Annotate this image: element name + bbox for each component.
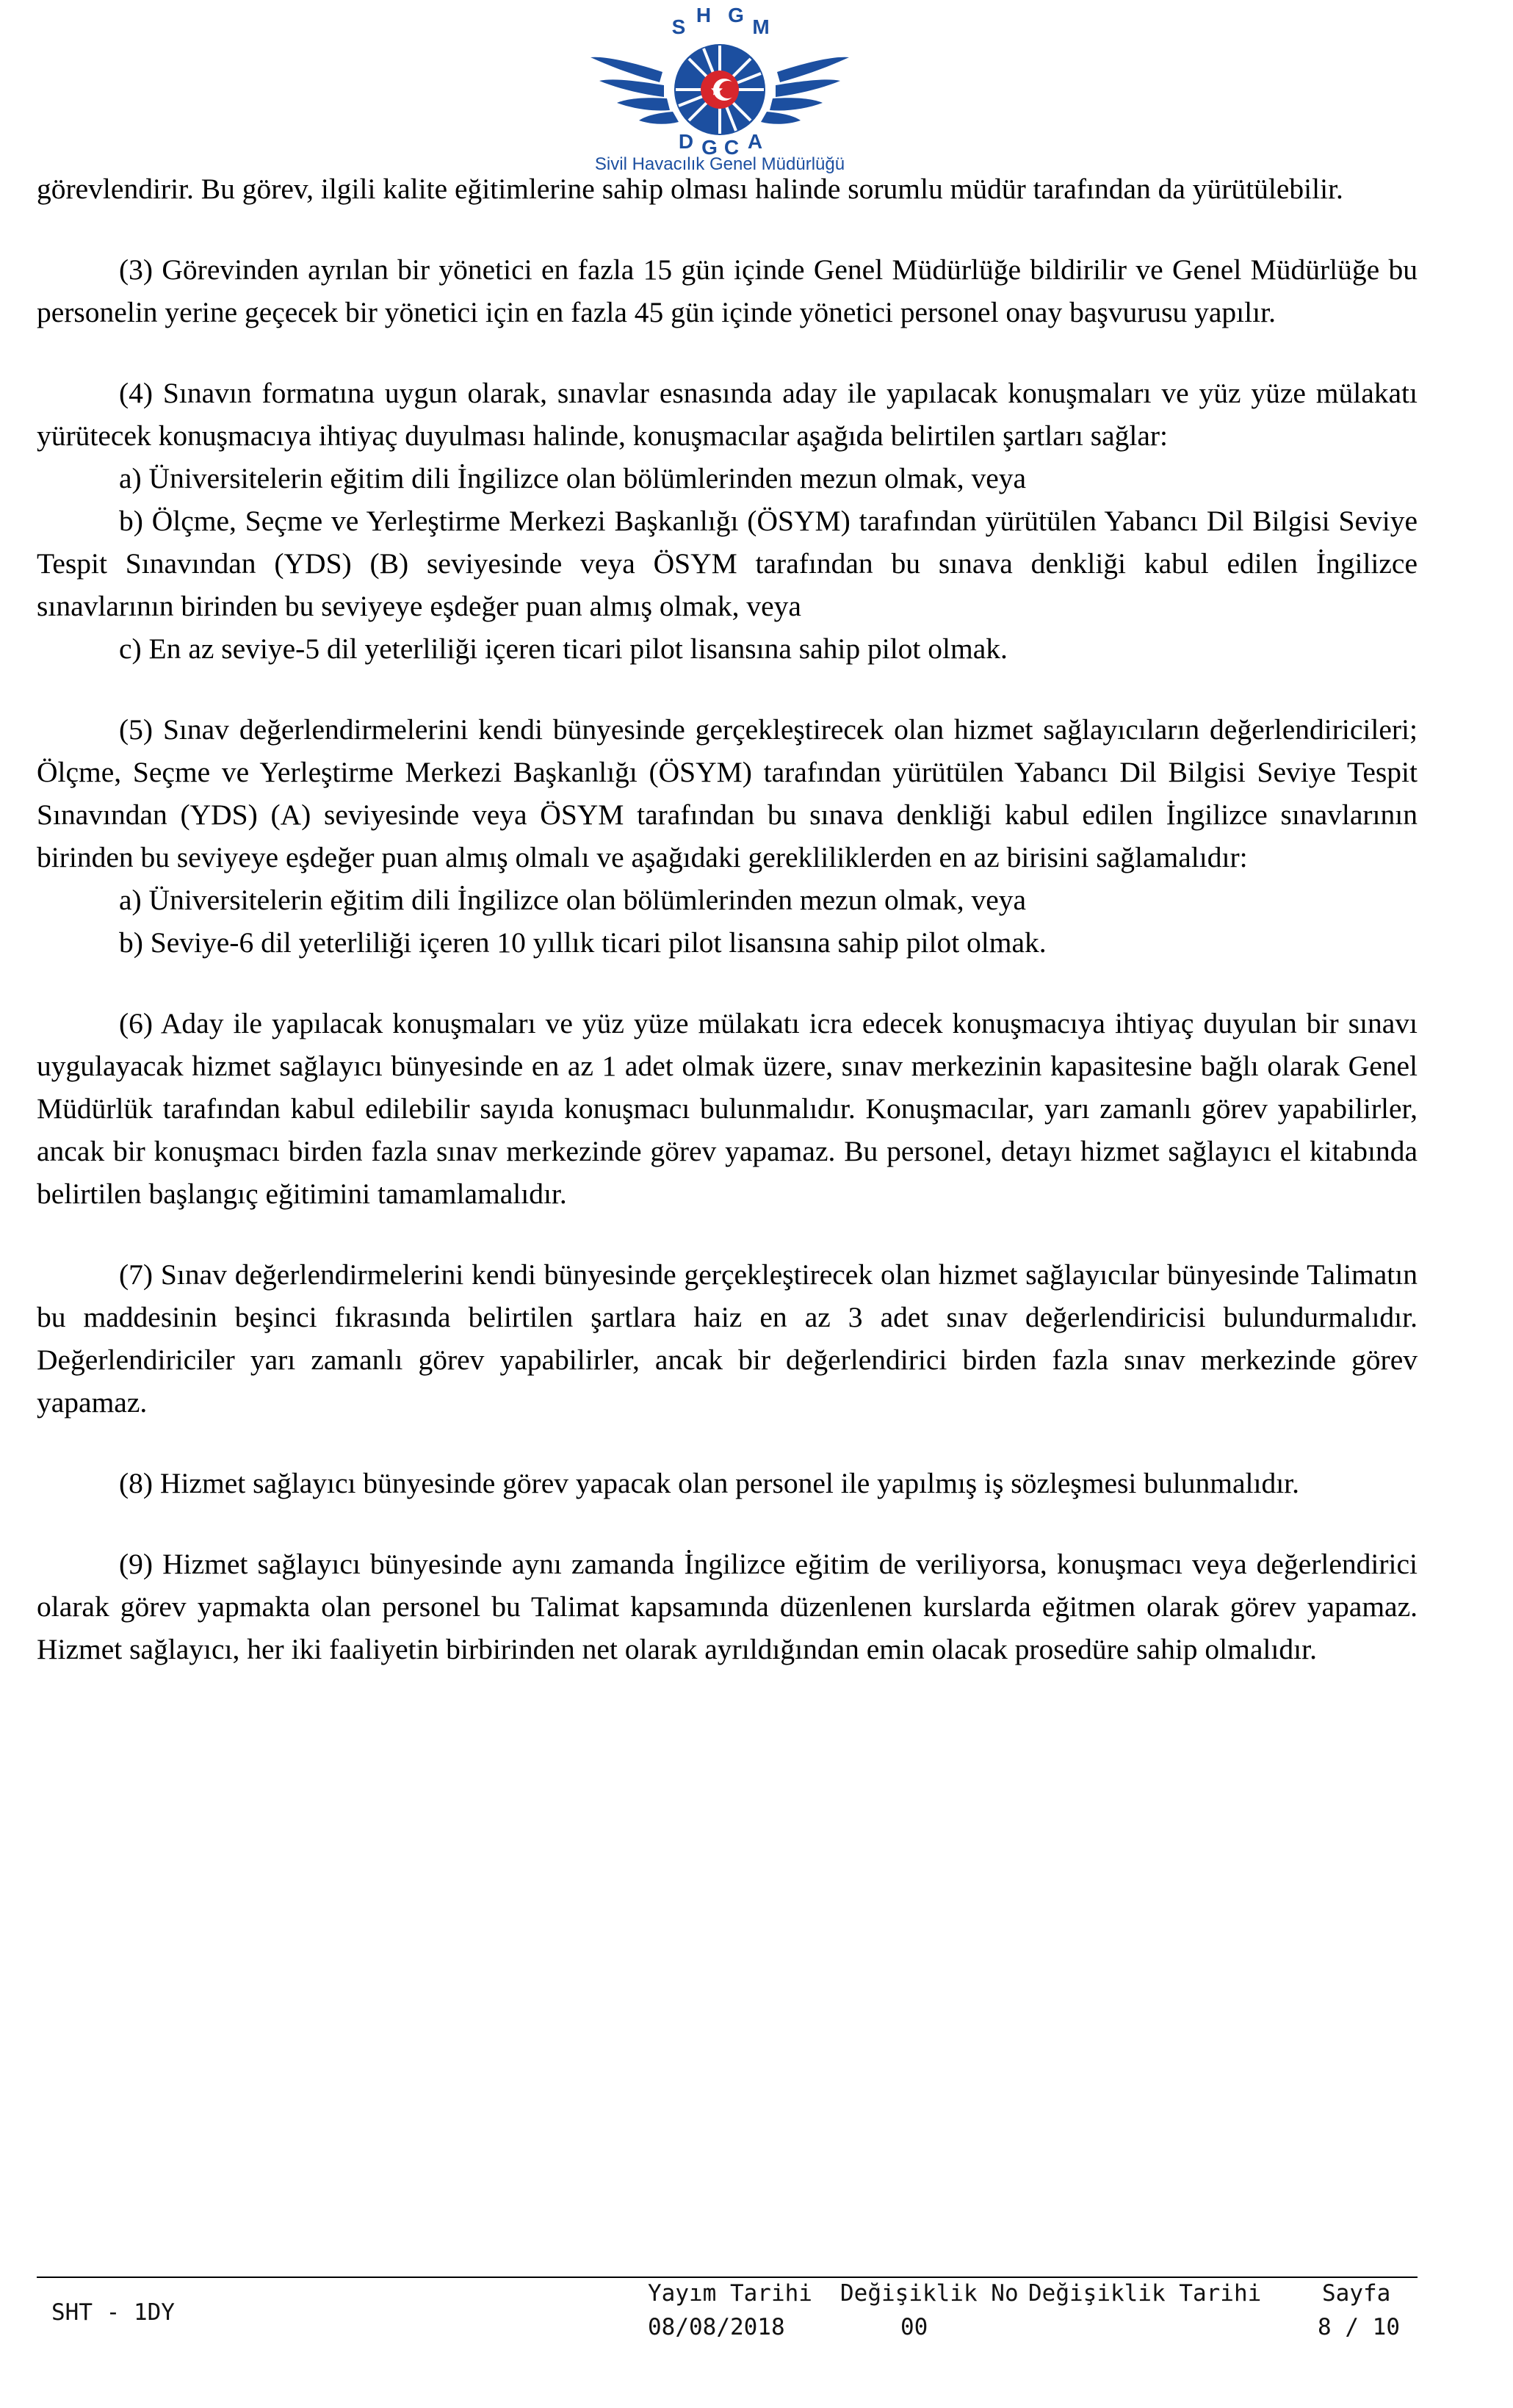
paragraph-7: (7) Sınav değerlendirmelerini kendi bünyesinde gerçekleştirecek olan hizmet sağlayıcılar bünyesinde Talimatın bu maddesinin beşinci fıkrasında belirtilen şartlara haiz en az 3 adet sınav değerlendiricisi bulundurmalıdır. Değerlendiriciler yarı zamanlı görev yapabilirler, ancak bir değerlendirici birden fazla sınav merkezinde görev yapamaz.: [37, 1258, 1418, 1419]
document-body: [37, 167, 1418, 1670]
footer-revision-no-label: Değişiklik No: [840, 2280, 1019, 2307]
paragraph-9: (9) Hizmet sağlayıcı bünyesinde aynı zamanda İngilizce eğitim de veriliyorsa, konuşmacı veya değerlendirici olarak görev yapmakta olan personel bu Talimat kapsamında düzenlenen kurslarda eğitmen olarak görev yapamaz. Hizmet sağlayıcı, her iki faaliyetin birbirinden net olarak ayrıldığından emin olacak prosedüre sahip olmalıdır.: [37, 1548, 1418, 1665]
header-logo: [588, 4, 852, 172]
logo-letter-m: M: [752, 15, 770, 38]
logo-letter-s: S: [671, 15, 686, 38]
footer-divider: [37, 2277, 1418, 2278]
footer-revision-no: 00: [900, 2314, 928, 2340]
footer-page-number: 8 / 10: [1318, 2314, 1400, 2340]
paragraph-4-item-b: b) Ölçme, Seçme ve Yerleştirme Merkezi Başkanlığı (ÖSYM) tarafından yürütülen Yabancı Dil Bilgisi Seviye Tespit Sınavından (YDS) (B) seviyesinde veya ÖSYM tarafından bu sınava denkliği kabul edilen İngilizce sınavlarının birinden bu seviyeye eşdeğer puan almış olmak, veya: [37, 505, 1418, 622]
footer-revision-date-label: Değişiklik Tarihi: [1028, 2280, 1262, 2307]
logo-letter-a: A: [747, 130, 763, 153]
paragraph-5-item-a: a) Üniversitelerin eğitim dili İngilizce olan bölümlerinden mezun olmak, veya: [119, 884, 1027, 916]
paragraph-8: (8) Hizmet sağlayıcı bünyesinde görev yapacak olan personel ile yapılmış iş sözleşmesi bulunmalıdır.: [119, 1467, 1300, 1499]
footer-publish-date: 08/08/2018: [648, 2314, 785, 2340]
paragraph-6: (6) Aday ile yapılacak konuşmaları ve yüz yüze mülakatı icra edecek konuşmacıya ihtiyaç duyulan bir sınavı uygulayacak hizmet sağlayıcı bünyesinde en az 1 adet olmak üzere, sınav merkezinin kapasitesine bağlı olarak Genel Müdürlük tarafından kabul edilebilir sayıda konuşmacı bulunmalıdır. Konuşmacılar, yarı zamanlı görev yapabilirler, ancak bir konuşmacı birden fazla sınav merkezinde görev yapamaz. Bu personel, detayı hizmet sağlayıcı el kitabında belirtilen başlangıç eğitimini tamamlamalıdır.: [37, 1007, 1418, 1210]
logo-caption: Sivil Havacılık Genel Müdürlüğü: [594, 154, 845, 174]
paragraph-4-item-a: a) Üniversitelerin eğitim dili İngilizce olan bölümlerinden mezun olmak, veya: [119, 462, 1027, 494]
logo-letter-g2: G: [701, 136, 718, 156]
footer-doc-code: SHT - 1DY: [51, 2299, 175, 2326]
logo-letter-g: G: [728, 4, 744, 26]
paragraph-4: (4) Sınavın formatına uygun olarak, sınavlar esnasında aday ile yapılacak konuşmaları ve yüz yüze mülakatı yürütecek konuşmacıya ihtiyaç duyulması halinde, konuşmacılar aşağıda belirtilen şartları sağlar:: [37, 377, 1418, 452]
continuation-paragraph: görevlendirir. Bu görev, ilgili kalite eğitimlerine sahip olması halinde sorumlu müdür tarafından da yürütülebilir.: [37, 173, 1343, 205]
logo-letter-d: D: [678, 130, 694, 153]
shgm-dgca-emblem-icon: [588, 4, 852, 156]
logo-letter-c: C: [723, 136, 740, 156]
footer-page-label: Sayfa: [1322, 2280, 1391, 2307]
footer-publish-date-label: Yayım Tarihi: [648, 2280, 812, 2307]
paragraph-3: (3) Görevinden ayrılan bir yönetici en fazla 15 gün içinde Genel Müdürlüğe bildirilir ve Genel Müdürlüğe bu personelin yerine geçecek bir yönetici için en fazla 45 gün içinde yönetici personel onay başvurusu yapılır.: [37, 253, 1418, 328]
paragraph-4-item-c: c) En az seviye-5 dil yeterliliği içeren ticari pilot lisansına sahip pilot olmak.: [119, 632, 1008, 665]
paragraph-5: (5) Sınav değerlendirmelerini kendi bünyesinde gerçekleştirecek olan hizmet sağlayıcıların değerlendiricileri; Ölçme, Seçme ve Yerleştirme Merkezi Başkanlığı (ÖSYM) tarafından yürütülen Yabancı Dil Bilgisi Seviye Tespit Sınavından (YDS) (A) seviyesinde veya ÖSYM tarafından bu sınava denkliği kabul edilen İngilizce sınavlarının birinden bu seviyeye eşdeğer puan almış olmalı ve aşağıdaki gerekliliklerden en az birisini sağlamalıdır:: [37, 713, 1418, 873]
logo-letter-h: H: [696, 4, 712, 26]
paragraph-5-item-b: b) Seviye-6 dil yeterliliği içeren 10 yıllık ticari pilot lisansına sahip pilot olmak.: [119, 926, 1047, 959]
page-footer: [0, 2280, 1513, 2361]
